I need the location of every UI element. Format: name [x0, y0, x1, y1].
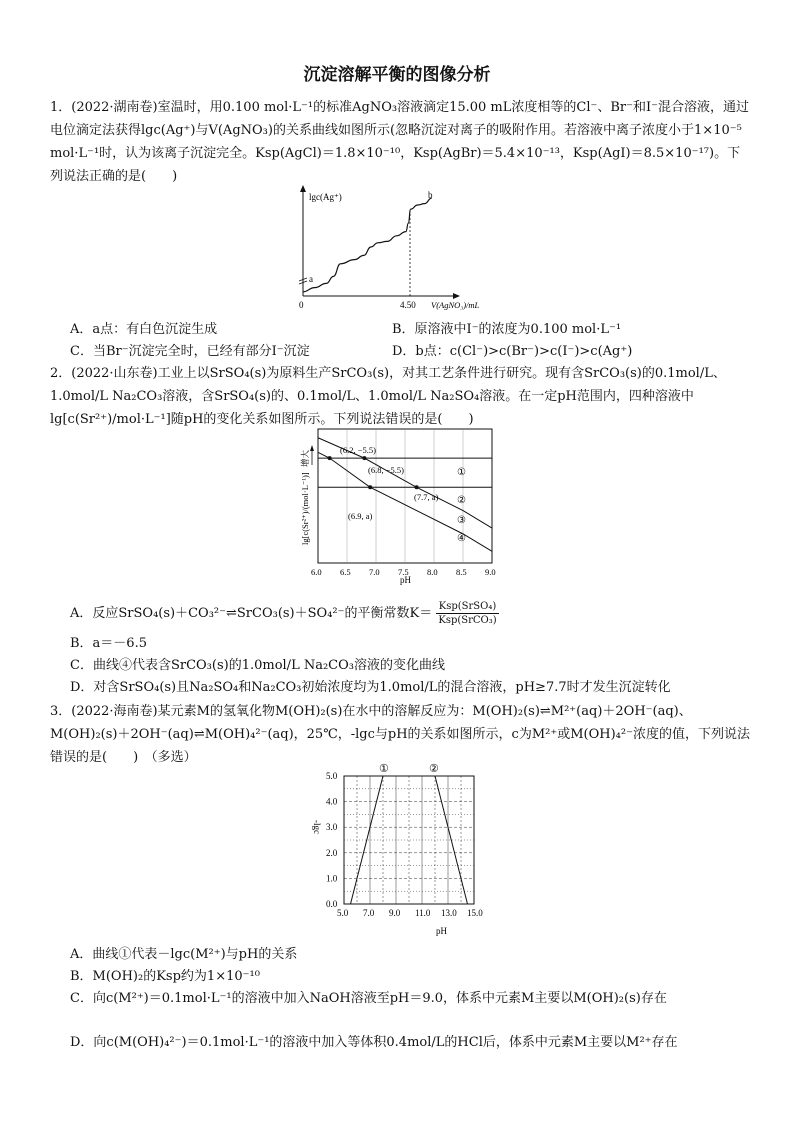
chart3-xtick: 11.0: [415, 908, 431, 918]
chart3-curve-label-2: ②: [429, 763, 439, 775]
chart3-series-2: [435, 776, 468, 904]
chart3-curve-label-1: ①: [379, 763, 389, 775]
chart2-point-3: [415, 485, 419, 489]
chart1-point-b: b: [428, 190, 433, 200]
chart1-xtick-0: 0: [299, 300, 304, 310]
chart2-annot-1: (6.2, −5.5): [340, 445, 376, 455]
chart2-xtick: 8.0: [427, 567, 438, 577]
chart3-xlabel: pH: [436, 926, 447, 936]
q1-option-d[interactable]: D．b点：c(Cl⁻)>c(Br⁻)>c(I⁻)>c(Ag⁺): [392, 344, 633, 359]
chart2-xtick: 6.5: [340, 567, 351, 577]
chart2-ylabel: lg[c(Sr²⁺)/(mol·L⁻¹)]: [300, 472, 310, 545]
q3-option-c[interactable]: C．向c(M²⁺)＝0.1mol·L⁻¹的溶液中加入NaOH溶液至pH＝9.0，体系中元素M主要以M(OH)₂(s)存在: [70, 991, 667, 1006]
chart3-series-1: [351, 776, 384, 904]
q1-option-b[interactable]: B．原溶液中I⁻的浓度为0.100 mol·L⁻¹: [392, 322, 622, 337]
q3-stem: 3．(2022·海南卷)某元素M的氢氧化物M(OH)₂(s)在水中的溶解反应为：M(OH)₂(s)⇌M²⁺(aq)＋2OH⁻(aq)、M(OH)₂(s)＋2OH⁻(aq)⇌M(OH)₄²⁻(aq)，25℃，-lgc与pH的关系如图所示，c为M²⁺或M(OH)₄²⁻浓度的值，下列说法错误的是( ) （多选）: [50, 704, 750, 765]
chart3-xtick: 15.0: [467, 908, 483, 918]
q2-option-c[interactable]: C．曲线④代表含SrCO₃(s)的1.0mol/L Na₂CO₃溶液的变化曲线: [70, 658, 445, 673]
chart1-curve: [303, 198, 432, 292]
q2-option-d[interactable]: D．对含SrSO₄(s)且Na₂SO₄和Na₂CO₃初始浓度均为1.0mol/L的混合溶液，pH≥7.7时才发生沉淀转化: [70, 680, 671, 695]
chart1-point-a: a: [309, 274, 313, 284]
chart2-xtick: 8.5: [456, 567, 467, 577]
chart2-point-2: [362, 456, 366, 460]
chart-2: [290, 425, 510, 585]
q2-option-a-text: A．反应SrSO₄(s)＋CO₃²⁻⇌SrCO₃(s)＋SO₄²⁻的平衡常数K＝: [70, 606, 433, 621]
chart3-xtick: 9.0: [389, 908, 401, 918]
chart2-curve-label-1: ①: [457, 467, 466, 478]
chart3-xtick: 13.0: [441, 908, 457, 918]
chart2-curve-label-4: ④: [457, 533, 466, 544]
chart2-y-arrow-label: 增大: [300, 449, 310, 467]
chart3-ytick: 3.0: [326, 822, 338, 833]
chart-3: [300, 760, 500, 940]
chart2-xlabel: pH: [400, 575, 411, 585]
chart3-ytick: 1.0: [326, 873, 338, 884]
q2-option-a[interactable]: [70, 600, 499, 627]
q2-option-a-numerator: Ksp(SrSO₄): [436, 600, 498, 614]
chart1-xtick-450: 4.50: [400, 300, 416, 310]
chart2-curve-label-2: ②: [457, 495, 466, 506]
chart3-ytick: 0.0: [326, 899, 338, 909]
chart2-xtick: 7.5: [398, 567, 409, 577]
q1-stem: 1．(2022·湖南卷)室温时，用0.100 mol·L⁻¹的标准AgNO₃溶液滴定15.00 mL浓度相等的Cl⁻、Br⁻和I⁻混合溶液，通过电位滴定法获得lgc(Ag⁺)与V(AgNO₃)的关系曲线如图所示(忽略沉淀对离子的吸附作用。若溶液中离子浓度小于1×10⁻⁵ mol·L⁻¹时，认为该离子沉淀完全。Ksp(AgCl)＝1.8×10⁻¹⁰，Ksp(AgBr)＝5.4×10⁻¹³，Ksp(AgI)＝8.5×10⁻¹⁷)。下列说法正确的是( ): [50, 100, 749, 184]
q2-option-a-fraction: [436, 600, 498, 627]
chart3-ylabel: -lgc: [312, 820, 322, 834]
q2-option-a-denominator: Ksp(SrCO₃): [438, 615, 497, 626]
q3-option-a[interactable]: A．曲线①代表－lgc(M²⁺)与pH的关系: [70, 947, 298, 962]
chart2-curve-label-3: ③: [457, 515, 466, 526]
chart2-annot-4: (6.9, a): [348, 511, 373, 521]
chart3-ytick: 2.0: [326, 847, 338, 858]
chart3-ytick: 5.0: [326, 771, 338, 781]
chart2-annot-3: (7.7, a): [414, 492, 439, 502]
chart1-xlabel: V(AgNO₃)/mL: [431, 300, 480, 310]
chart2-xtick: 7.0: [369, 567, 380, 577]
chart2-point-1: [328, 456, 332, 460]
q1-option-c[interactable]: C．当Br⁻沉淀完全时，已经有部分I⁻沉淀: [70, 344, 310, 359]
chart2-xtick: 9.0: [485, 567, 496, 577]
q3-option-d[interactable]: D．向c(M(OH)₄²⁻)＝0.1mol·L⁻¹的溶液中加入等体积0.4mol/L的HCl后，体系中元素M主要以M²⁺存在: [70, 1035, 678, 1050]
chart2-annot-2: (6.8, −5.5): [368, 465, 404, 475]
chart1-ylabel: lgc(Ag⁺): [309, 192, 342, 202]
page-title: 沉淀溶解平衡的图像分析: [303, 65, 491, 85]
chart-1: [285, 184, 520, 314]
q1-option-a[interactable]: A．a点：有白色沉淀生成: [70, 322, 218, 337]
q3-option-b[interactable]: B．M(OH)₂的Ksp约为1×10⁻¹⁰: [70, 969, 260, 984]
chart3-xtick: 7.0: [363, 908, 375, 918]
chart3-xtick: 5.0: [337, 908, 349, 918]
chart3-ytick: 4.0: [326, 796, 338, 807]
q2-stem: 2．(2022·山东卷)工业上以SrSO₄(s)为原料生产SrCO₃(s)，对其工艺条件进行研究。现有含SrCO₃(s)的0.1mol/L、1.0mol/L Na₂CO₃溶液，含SrSO₄(s)的、0.1mol/L、1.0mol/L Na₂SO₄溶液。在一定pH范围内，四种溶液中lg[c(Sr²⁺)/mol·L⁻¹]随pH的变化关系如图所示。下列说法错误的是( ): [50, 366, 726, 427]
chart2-xtick: 6.0: [311, 567, 322, 577]
q2-option-b[interactable]: B．a＝－6.5: [70, 636, 147, 651]
chart2-point-4: [368, 485, 372, 489]
